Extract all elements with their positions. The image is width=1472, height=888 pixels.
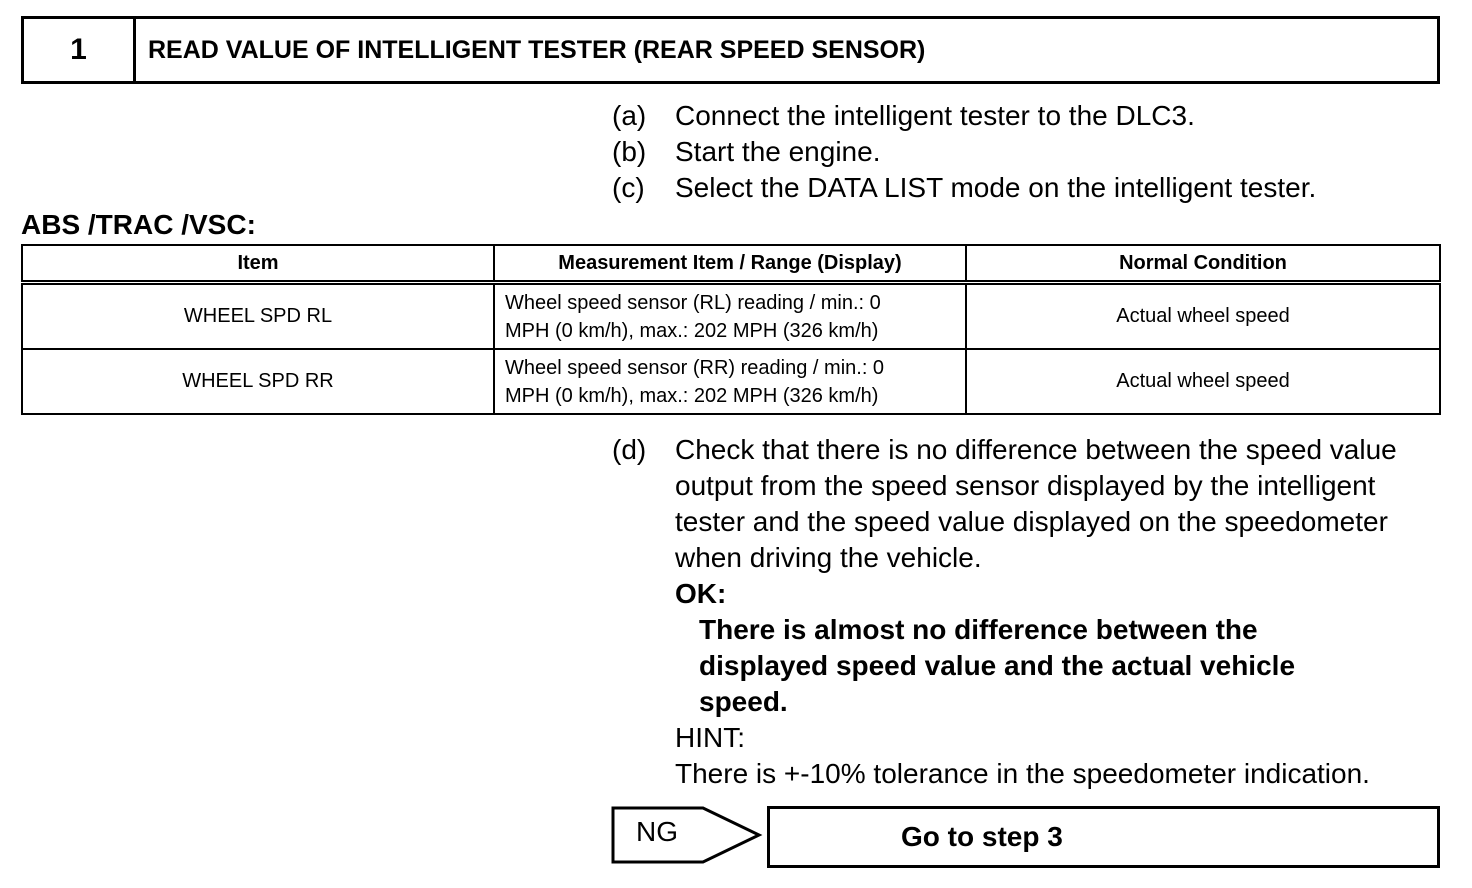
- table-header-row: [22, 245, 1440, 283]
- instruction-label: (a): [612, 100, 647, 131]
- measurement-line: MPH (0 km/h), max.: 202 MPH (326 km/h): [505, 319, 879, 342]
- ng-label: NG: [636, 816, 678, 847]
- cell-measurement: [494, 349, 966, 414]
- measurement-line: MPH (0 km/h), max.: 202 MPH (326 km/h): [505, 384, 879, 407]
- measurement-line: Wheel speed sensor (RR) reading / min.: 0: [505, 356, 885, 379]
- go-to-step-link[interactable]: Go to step 3: [767, 806, 1440, 868]
- step-header: [21, 16, 1440, 84]
- step-number: 1: [24, 19, 136, 81]
- cell-measurement: [494, 283, 966, 350]
- ok-text: There is almost no difference between the displayed speed value and the actual vehicle speed.: [699, 614, 1296, 717]
- column-header-normal-condition: Normal Condition: [966, 245, 1440, 283]
- ng-arrow-icon: [611, 805, 763, 865]
- column-header-item: Item: [22, 245, 494, 283]
- instruction-text: Connect the intelligent tester to the DLC3.: [675, 100, 1195, 131]
- check-text: Check that there is no difference between the speed value output from the speed sensor displayed by the intelligent tester and the speed value displayed on the speedometer when driving the vehicle.: [675, 434, 1397, 573]
- hint-label: HINT:: [675, 722, 745, 753]
- measurement-line: Wheel speed sensor (RL) reading / min.: 0: [505, 291, 881, 314]
- instruction-label: (c): [612, 172, 645, 203]
- data-list-table: [21, 244, 1441, 415]
- cell-item: WHEEL SPD RL: [22, 283, 494, 350]
- cell-normal-condition: Actual wheel speed: [966, 349, 1440, 414]
- instruction-text: Select the DATA LIST mode on the intelligent tester.: [675, 172, 1317, 203]
- instruction-d-body: [675, 432, 1445, 792]
- table-row: [22, 283, 1440, 350]
- column-header-measurement: Measurement Item / Range (Display): [494, 245, 966, 283]
- table-row: [22, 349, 1440, 414]
- instruction-label: (d): [612, 434, 647, 465]
- step-title: READ VALUE OF INTELLIGENT TESTER (REAR SPEED SENSOR): [148, 35, 926, 64]
- instruction-text: Start the engine.: [675, 136, 881, 167]
- section-label: ABS /TRAC /VSC:: [21, 209, 256, 240]
- cell-normal-condition: Actual wheel speed: [966, 283, 1440, 350]
- hint-text: There is +-10% tolerance in the speedometer indication.: [675, 758, 1370, 789]
- instruction-label: (b): [612, 136, 647, 167]
- cell-item: WHEEL SPD RR: [22, 349, 494, 414]
- ok-label: OK:: [675, 578, 727, 609]
